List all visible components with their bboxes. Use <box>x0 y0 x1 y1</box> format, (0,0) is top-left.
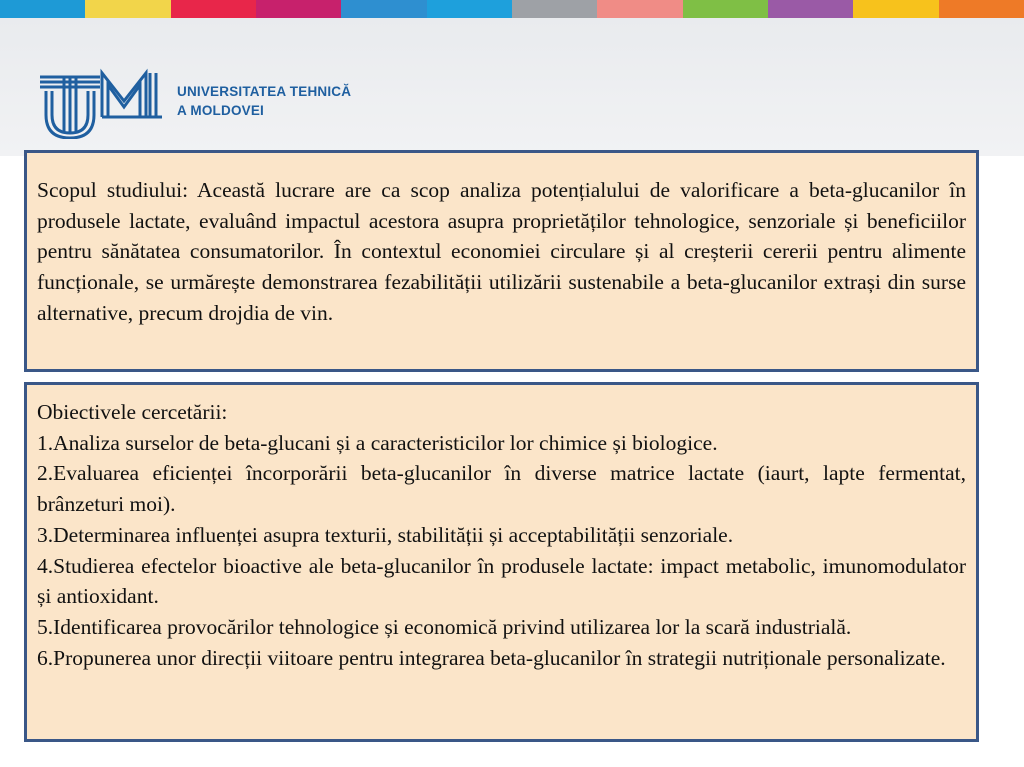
objective-item: 3.Determinarea influenței asupra texturii, stabilității și acceptabilității senzoriale. <box>37 522 734 547</box>
study-scope-box <box>24 150 979 372</box>
objectives-box <box>24 382 979 742</box>
study-scope-text: Scopul studiului: Această lucrare are ca scop analiza potențialului de valorificare a beta-glucanilor în produsele lactate, evaluând impactul acestora asupra proprietăților tehnologice, senzoriale și beneficiilor pentru sănătatea consumatorilor. În contextul economiei circulare și al creșterii cererii pentru alimente funcționale, se urmărește demonstrarea fezabilității utilizării sustenabile a beta-glucanilor extrași din surse alternative, precum drojdia de vin. <box>37 178 966 325</box>
color-strip-segment <box>341 0 426 18</box>
color-strip-segment <box>427 0 512 18</box>
objectives-heading: Obiectivele cercetării: <box>37 400 228 424</box>
objective-item: 1.Analiza surselor de beta-glucani și a caracteristicilor lor chimice și biologice. <box>37 430 718 455</box>
color-strip-segment <box>0 0 85 18</box>
university-name-line2: A MOLDOVEI <box>177 103 265 118</box>
color-strip-segment <box>256 0 341 18</box>
color-strip-segment <box>768 0 853 18</box>
utm-logo-icon <box>38 67 168 139</box>
top-color-strip <box>0 0 1024 18</box>
color-strip-segment <box>512 0 597 18</box>
color-strip-segment <box>939 0 1024 18</box>
objective-item: 5.Identificarea provocărilor tehnologice și economică privind utilizarea lor la scară industrială. <box>37 614 852 639</box>
objective-item: 6.Propunerea unor direcții viitoare pentru integrarea beta-glucanilor în strategii nutriționale personalizate. <box>37 645 946 670</box>
university-name <box>177 82 351 120</box>
objective-item: 4.Studierea efectelor bioactive ale beta-glucanilor în produsele lactate: impact metabolic, imunomodulator și antioxidant. <box>37 553 966 609</box>
color-strip-segment <box>683 0 768 18</box>
university-logo <box>38 67 352 139</box>
objective-item: 2.Evaluarea eficienței încorporării beta-glucanilor în diverse matrice lactate (iaurt, lapte fermentat, brânzeturi moi). <box>37 461 966 517</box>
university-name-line1: UNIVERSITATEA TEHNICĂ <box>177 84 352 99</box>
color-strip-segment <box>597 0 682 18</box>
color-strip-segment <box>171 0 256 18</box>
color-strip-segment <box>85 0 170 18</box>
color-strip-segment <box>853 0 938 18</box>
